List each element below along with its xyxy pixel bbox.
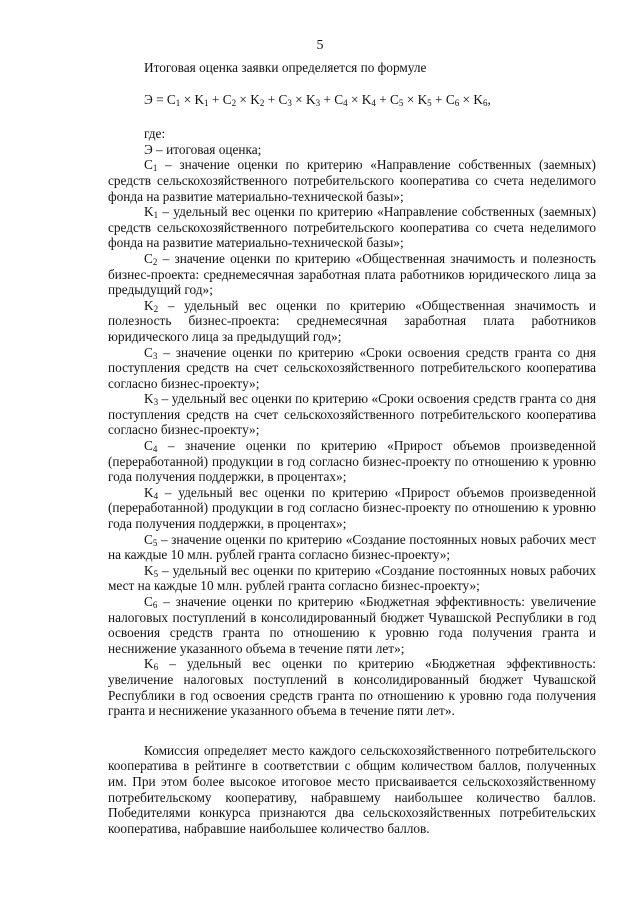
formula-subscript: 2 <box>231 97 237 108</box>
definition-text: – значение оценки по критерию «Прирост объемов произведенной (переработанной) продукции в год согласно бизнес-проекту по отношению к уровню года получения поддержки, в процентах»; <box>108 438 596 485</box>
formula-part: × K <box>236 91 260 107</box>
definition-paragraph <box>108 204 596 251</box>
definition-text: – значение оценки по критерию «Бюджетная эффективность: увеличение налоговых поступлений в консолидированный бюджет Чувашской Республики в год освоения средств гранта по отношению к уровню года получения гранта и неснижение указанного объема в течение пяти лет»; <box>108 594 596 656</box>
formula-subscript: 5 <box>427 97 432 108</box>
definition-symbol: K <box>144 204 154 220</box>
formula-subscript: 4 <box>343 97 348 108</box>
formula-subscript: 6 <box>454 97 460 108</box>
definition-text: – значение оценки по критерию «Создание постоянных новых рабочих мест на каждые 10 млн. рублей гранта согласно бизнес-проекту»; <box>108 531 596 563</box>
definition-subscript: 2 <box>152 256 158 267</box>
definition-paragraph <box>108 345 596 392</box>
definition-text: – удельный вес оценки по критерию «Прирост объемов произведенной (переработанной) продукции в год согласно бизнес-проекту по отношению к уровню года получения поддержки, в процентах»; <box>108 484 596 532</box>
formula-subscript: 3 <box>315 97 321 108</box>
definition-symbol: K <box>144 297 154 313</box>
definition-symbol: С <box>144 250 153 266</box>
formula-subscript: 1 <box>204 97 209 108</box>
definition-paragraph <box>108 438 596 485</box>
definition-paragraph <box>108 142 596 158</box>
definition-symbol: K <box>144 562 154 578</box>
definition-symbol: K <box>144 656 154 672</box>
definition-paragraph <box>108 298 596 345</box>
page-number: 5 <box>316 38 324 53</box>
definition-paragraph <box>108 656 596 718</box>
formula-part: × K <box>403 91 428 107</box>
definition-subscript: 3 <box>153 397 159 408</box>
score-formula <box>108 92 596 108</box>
definition-text: – удельный вес оценки по критерию «Общественная значимость и полезность бизнес-проекта: среднемесячная заработная плата работников юридического лица за предыдущий год»; <box>108 297 596 344</box>
definition-symbol: С <box>144 157 153 173</box>
definition-text: – удельный вес оценки по критерию «Создание постоянных новых рабочих мест на каждые 10 млн. рублей гранта согласно бизнес-проекту»; <box>108 562 596 594</box>
definition-subscript: 6 <box>153 662 159 673</box>
formula-subscript: 2 <box>259 97 265 108</box>
definition-symbol: С <box>144 531 153 547</box>
definition-subscript: 3 <box>152 350 158 361</box>
closing-paragraph: Комиссия определяет место каждого сельскохозяйственного потребительского кооператива в рейтинге в соответствии с общим количеством баллов, полученных им. При этом более высокое итоговое место присваивается сельскохозяйственному потребительскому кооперативу, набравшему наибольшее количество баллов. Победителями конкурса признаются два сельскохозяйственных потребительских кооператива, набравшие наибольшее количество баллов. <box>108 742 596 836</box>
definition-subscript: 1 <box>153 210 159 221</box>
formula-part: + С <box>264 91 288 107</box>
definition-subscript: 4 <box>152 444 158 455</box>
definition-symbol: С <box>144 594 153 609</box>
formula-subscript: 6 <box>482 97 488 108</box>
formula-part: + С <box>208 91 232 107</box>
formula-part: × K <box>459 91 483 107</box>
formula-part: + С <box>431 91 455 107</box>
where-label: где: <box>144 126 166 142</box>
formula-part: Э = С <box>144 91 176 107</box>
definition-symbol: K <box>144 391 154 407</box>
definition-subscript: 6 <box>152 600 158 610</box>
formula-part: , <box>487 91 491 107</box>
formula-subscript: 5 <box>398 97 404 108</box>
definition-subscript: 1 <box>152 163 158 174</box>
definition-paragraph <box>108 594 596 656</box>
formula-subscript: 1 <box>175 97 181 108</box>
definition-paragraph <box>108 532 596 563</box>
definition-paragraph <box>108 391 596 438</box>
definition-symbol: K <box>144 484 154 500</box>
document-body <box>108 60 596 836</box>
formula-subscript: 4 <box>371 97 376 108</box>
definition-paragraph <box>108 563 596 594</box>
formula-subscript: 3 <box>287 97 292 108</box>
definition-paragraph <box>108 485 596 532</box>
formula-part: + С <box>375 91 399 107</box>
definition-subscript: 5 <box>152 537 158 548</box>
formula-part: × K <box>291 91 316 107</box>
definition-paragraph <box>108 251 596 298</box>
definition-subscript: 2 <box>153 303 159 314</box>
definition-text: – значение оценки по критерию «Направление собственных (заемных) средств сельскохозяйственного потребительского кооператива со счета неделимого фонда на развитие материально-технической базы»; <box>108 157 596 204</box>
definition-text: – удельный вес оценки по критерию «Бюджетная эффективность: увеличение налоговых поступлений в консолидированный бюджет Чувашской Республики в год освоения средств гранта по отношению к уровню года получения гранта и неснижение указанного объема в течение пяти лет». <box>108 656 596 719</box>
formula-part: + С <box>320 91 344 107</box>
intro-paragraph: Итоговая оценка заявки определяется по формуле <box>144 60 427 75</box>
definition-text: – значение оценки по критерию «Общественная значимость и полезность бизнес-проекта: среднемесячная заработная плата работников юридического лица за предыдущий год»; <box>108 250 596 298</box>
definition-subscript: 5 <box>153 568 159 579</box>
definition-symbol: С <box>144 438 153 454</box>
definition-text: – удельный вес оценки по критерию «Направление собственных (заемных) средств сельскохозяйственного потребительского кооператива со счета неделимого фонда на развитие материально-технической базы»; <box>108 204 596 251</box>
formula-part: × K <box>180 91 205 107</box>
definition-symbol: С <box>144 344 153 360</box>
formula-part: × K <box>347 91 372 107</box>
definition-symbol: Э <box>144 141 153 157</box>
definition-paragraph <box>108 157 596 204</box>
definition-subscript: 4 <box>153 490 159 501</box>
definition-text: – значение оценки по критерию «Сроки освоения средств гранта со дня поступления средств на счет сельскохозяйственного потребительского кооператива согласно бизнес-проекту»; <box>108 344 596 391</box>
definition-text: – итоговая оценка; <box>152 141 262 157</box>
definition-text: – удельный вес оценки по критерию «Сроки освоения средств гранта со дня поступления средств на счет сельскохозяйственного потребительского кооператива согласно бизнес-проекту»; <box>108 391 596 438</box>
